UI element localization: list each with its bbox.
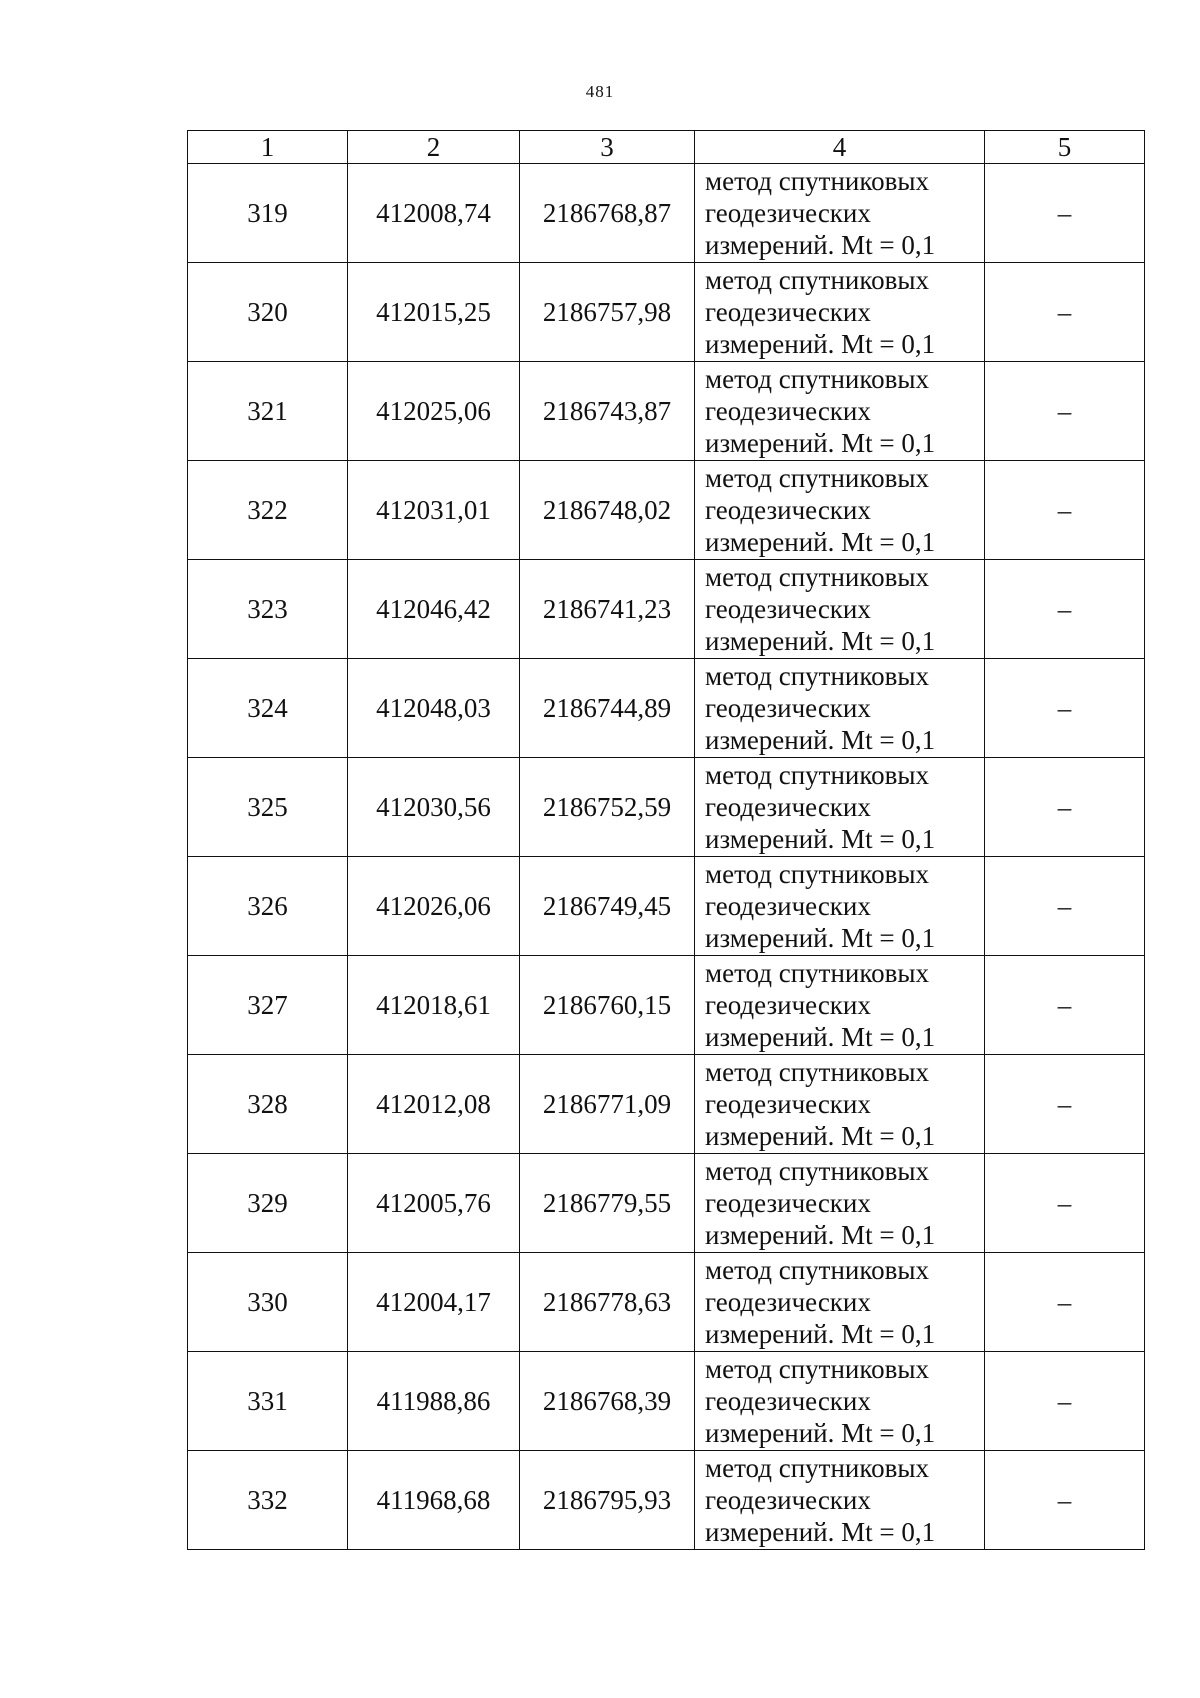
x-coordinate-cell: 412005,76 xyxy=(348,1154,520,1253)
column-header-3: 3 xyxy=(520,131,695,164)
point-number-cell: 325 xyxy=(188,758,348,857)
point-number-cell: 330 xyxy=(188,1253,348,1352)
x-coordinate-cell: 411988,86 xyxy=(348,1352,520,1451)
y-coordinate-cell: 2186744,89 xyxy=(520,659,695,758)
x-coordinate-cell: 412008,74 xyxy=(348,164,520,263)
note-cell: – xyxy=(985,560,1145,659)
y-coordinate-cell: 2186778,63 xyxy=(520,1253,695,1352)
x-coordinate-cell: 411968,68 xyxy=(348,1451,520,1550)
point-number-cell: 319 xyxy=(188,164,348,263)
column-header-1: 1 xyxy=(188,131,348,164)
method-line: измерений. Mt = 0,1 xyxy=(705,923,936,953)
x-coordinate-cell: 412004,17 xyxy=(348,1253,520,1352)
point-number-cell: 331 xyxy=(188,1352,348,1451)
method-line: измерений. Mt = 0,1 xyxy=(705,824,936,854)
table-row xyxy=(188,1352,1145,1451)
method-line: измерений. Mt = 0,1 xyxy=(705,329,936,359)
method-line: геодезических xyxy=(705,792,871,822)
point-number-cell: 320 xyxy=(188,263,348,362)
y-coordinate-cell: 2186795,93 xyxy=(520,1451,695,1550)
note-cell: – xyxy=(985,758,1145,857)
method-line: метод спутниковых xyxy=(705,1255,929,1285)
method-cell xyxy=(695,1154,985,1253)
method-line: метод спутниковых xyxy=(705,1156,929,1186)
x-coordinate-cell: 412030,56 xyxy=(348,758,520,857)
point-number-cell: 332 xyxy=(188,1451,348,1550)
method-line: геодезических xyxy=(705,990,871,1020)
table-row xyxy=(188,758,1145,857)
y-coordinate-cell: 2186749,45 xyxy=(520,857,695,956)
note-cell: – xyxy=(985,1451,1145,1550)
point-number-cell: 327 xyxy=(188,956,348,1055)
method-line: измерений. Mt = 0,1 xyxy=(705,1121,936,1151)
x-coordinate-cell: 412012,08 xyxy=(348,1055,520,1154)
point-number-cell: 323 xyxy=(188,560,348,659)
column-header-5: 5 xyxy=(985,131,1145,164)
header-row xyxy=(188,131,1145,164)
method-line: геодезических xyxy=(705,198,871,228)
method-line: геодезических xyxy=(705,693,871,723)
method-line: геодезических xyxy=(705,1287,871,1317)
note-cell: – xyxy=(985,1055,1145,1154)
table-body xyxy=(188,164,1145,1550)
method-cell xyxy=(695,560,985,659)
method-line: геодезических xyxy=(705,396,871,426)
y-coordinate-cell: 2186768,39 xyxy=(520,1352,695,1451)
y-coordinate-cell: 2186760,15 xyxy=(520,956,695,1055)
table-row xyxy=(188,1253,1145,1352)
table-row xyxy=(188,560,1145,659)
method-line: измерений. Mt = 0,1 xyxy=(705,1220,936,1250)
method-cell xyxy=(695,758,985,857)
method-line: измерений. Mt = 0,1 xyxy=(705,1517,936,1547)
method-line: метод спутниковых xyxy=(705,859,929,889)
method-line: геодезических xyxy=(705,297,871,327)
table-row xyxy=(188,164,1145,263)
point-number-cell: 324 xyxy=(188,659,348,758)
method-line: измерений. Mt = 0,1 xyxy=(705,428,936,458)
method-line: измерений. Mt = 0,1 xyxy=(705,725,936,755)
y-coordinate-cell: 2186748,02 xyxy=(520,461,695,560)
note-cell: – xyxy=(985,263,1145,362)
note-cell: – xyxy=(985,857,1145,956)
method-line: метод спутниковых xyxy=(705,166,929,196)
method-line: метод спутниковых xyxy=(705,265,929,295)
x-coordinate-cell: 412025,06 xyxy=(348,362,520,461)
method-line: геодезических xyxy=(705,1485,871,1515)
method-line: метод спутниковых xyxy=(705,364,929,394)
note-cell: – xyxy=(985,956,1145,1055)
method-line: измерений. Mt = 0,1 xyxy=(705,527,936,557)
note-cell: – xyxy=(985,659,1145,758)
page-number: 481 xyxy=(585,82,615,101)
y-coordinate-cell: 2186779,55 xyxy=(520,1154,695,1253)
method-cell xyxy=(695,362,985,461)
note-cell: – xyxy=(985,362,1145,461)
x-coordinate-cell: 412046,42 xyxy=(348,560,520,659)
method-line: измерений. Mt = 0,1 xyxy=(705,1022,936,1052)
method-cell xyxy=(695,1253,985,1352)
method-cell xyxy=(695,1352,985,1451)
method-line: измерений. Mt = 0,1 xyxy=(705,626,936,656)
method-line: метод спутниковых xyxy=(705,1354,929,1384)
y-coordinate-cell: 2186741,23 xyxy=(520,560,695,659)
method-cell xyxy=(695,659,985,758)
x-coordinate-cell: 412048,03 xyxy=(348,659,520,758)
table-row xyxy=(188,1055,1145,1154)
method-line: метод спутниковых xyxy=(705,1057,929,1087)
method-line: геодезических xyxy=(705,891,871,921)
table-row xyxy=(188,1154,1145,1253)
method-line: геодезических xyxy=(705,1188,871,1218)
table-row xyxy=(188,461,1145,560)
method-line: метод спутниковых xyxy=(705,1453,929,1483)
table-header xyxy=(188,131,1145,164)
table-row xyxy=(188,362,1145,461)
method-cell xyxy=(695,857,985,956)
method-line: измерений. Mt = 0,1 xyxy=(705,1418,936,1448)
column-header-4: 4 xyxy=(695,131,985,164)
column-header-2: 2 xyxy=(348,131,520,164)
method-line: метод спутниковых xyxy=(705,760,929,790)
method-line: геодезических xyxy=(705,1089,871,1119)
y-coordinate-cell: 2186771,09 xyxy=(520,1055,695,1154)
note-cell: – xyxy=(985,1154,1145,1253)
method-line: измерений. Mt = 0,1 xyxy=(705,230,936,260)
table-row xyxy=(188,857,1145,956)
y-coordinate-cell: 2186768,87 xyxy=(520,164,695,263)
note-cell: – xyxy=(985,1253,1145,1352)
point-number-cell: 326 xyxy=(188,857,348,956)
method-line: метод спутниковых xyxy=(705,463,929,493)
x-coordinate-cell: 412031,01 xyxy=(348,461,520,560)
method-line: геодезических xyxy=(705,594,871,624)
method-cell xyxy=(695,263,985,362)
point-number-cell: 321 xyxy=(188,362,348,461)
x-coordinate-cell: 412026,06 xyxy=(348,857,520,956)
y-coordinate-cell: 2186752,59 xyxy=(520,758,695,857)
method-line: метод спутниковых xyxy=(705,958,929,988)
method-cell xyxy=(695,956,985,1055)
method-cell xyxy=(695,461,985,560)
table-row xyxy=(188,659,1145,758)
y-coordinate-cell: 2186757,98 xyxy=(520,263,695,362)
coordinates-table xyxy=(187,130,1145,1550)
method-cell xyxy=(695,164,985,263)
note-cell: – xyxy=(985,461,1145,560)
method-cell xyxy=(695,1055,985,1154)
method-line: метод спутниковых xyxy=(705,562,929,592)
method-line: геодезических xyxy=(705,495,871,525)
x-coordinate-cell: 412018,61 xyxy=(348,956,520,1055)
method-line: геодезических xyxy=(705,1386,871,1416)
note-cell: – xyxy=(985,1352,1145,1451)
point-number-cell: 322 xyxy=(188,461,348,560)
method-cell xyxy=(695,1451,985,1550)
point-number-cell: 329 xyxy=(188,1154,348,1253)
table-row xyxy=(188,263,1145,362)
y-coordinate-cell: 2186743,87 xyxy=(520,362,695,461)
x-coordinate-cell: 412015,25 xyxy=(348,263,520,362)
table-row xyxy=(188,1451,1145,1550)
note-cell: – xyxy=(985,164,1145,263)
method-line: метод спутниковых xyxy=(705,661,929,691)
point-number-cell: 328 xyxy=(188,1055,348,1154)
table-row xyxy=(188,956,1145,1055)
method-line: измерений. Mt = 0,1 xyxy=(705,1319,936,1349)
